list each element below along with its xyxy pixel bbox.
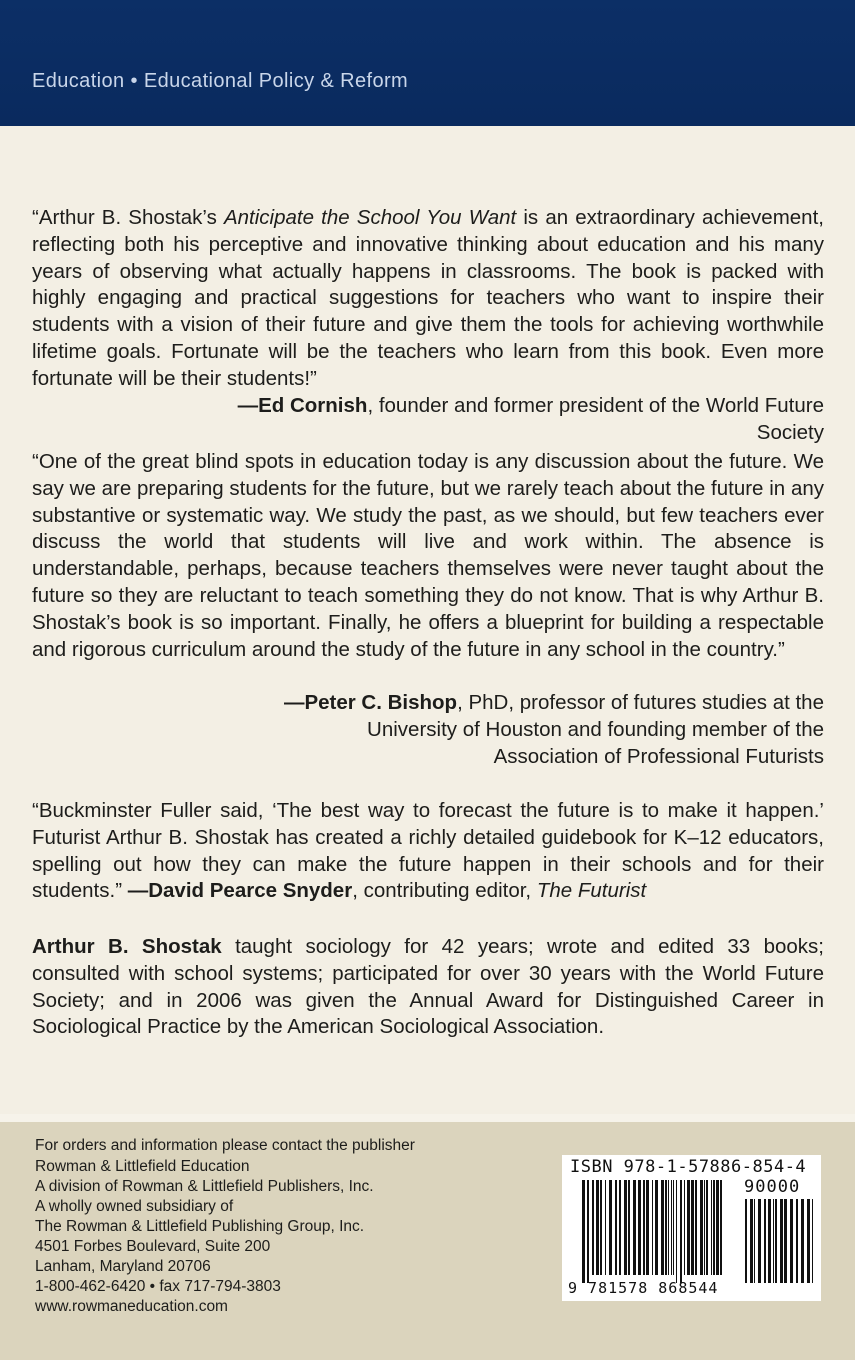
- barcode-bar: [706, 1180, 708, 1275]
- barcode-bar: [720, 1180, 722, 1275]
- quote-snyder: [32, 798, 824, 905]
- attribution-bishop: [264, 690, 824, 770]
- publisher-url: www.rowmaneducation.com: [35, 1298, 228, 1315]
- barcode-bar: [624, 1180, 627, 1275]
- barcode-bar: [764, 1199, 766, 1283]
- attribution-cornish: [224, 393, 824, 447]
- barcode-bar: [619, 1180, 621, 1275]
- quote-text: “Buckminster Fuller said, ‘The best way to forecast the future is to make it happen.’ Futurist Arthur B. Shostak has created a richly detailed guidebook for K–12 educators, spelling out how they can make the future happen in their schools and for their students.”: [32, 799, 824, 903]
- barcode-bar: [638, 1180, 641, 1275]
- barcode-bar: [633, 1180, 636, 1275]
- publisher-line: For orders and information please contact the publisher: [35, 1137, 415, 1154]
- addon-barcode: [745, 1199, 813, 1283]
- barcode-bar: [758, 1199, 761, 1283]
- price-code: 90000: [744, 1177, 801, 1197]
- barcode-bar: [587, 1180, 589, 1283]
- barcode-bar: [600, 1180, 602, 1275]
- bio-text: taught sociology for 42 years; wrote and edited 33 books; consulted with school systems; participated for over 30 years with the World Future Society; and in 2006 was given the Annual Award for Distinguished Career in Sociological Practice by the American Sociological Association.: [32, 935, 824, 1039]
- barcode-bar: [704, 1180, 705, 1275]
- barcode-bar: [695, 1180, 697, 1275]
- barcode-bar: [780, 1199, 783, 1283]
- publication-title: The Futurist: [536, 879, 647, 903]
- barcode-bar: [745, 1199, 747, 1283]
- publisher-line: 1-800-462-6420 • fax 717-794-3803: [35, 1278, 281, 1295]
- barcode-bar: [801, 1199, 804, 1283]
- main-barcode: [582, 1180, 722, 1283]
- barcode-bar: [687, 1180, 690, 1275]
- barcode-bar: [628, 1180, 630, 1275]
- barcode-bar: [671, 1180, 672, 1275]
- barcode-bar: [796, 1199, 798, 1283]
- isbn-barcode: [562, 1155, 821, 1301]
- barcode-bar: [592, 1180, 594, 1275]
- barcode-bar: [609, 1180, 612, 1275]
- attribution-name: —Ed Cornish: [237, 394, 368, 417]
- barcode-bar: [784, 1199, 787, 1283]
- barcode-bar: [615, 1180, 617, 1275]
- quote-bishop: [32, 449, 824, 663]
- publisher-line: 4501 Forbes Boulevard, Suite 200: [35, 1238, 271, 1255]
- category-label: Education • Educational Policy & Reform: [32, 70, 409, 92]
- attribution-role: , founder and former president of the World Future Society: [367, 394, 824, 444]
- barcode-digits: 9 781578 868544: [568, 1279, 719, 1297]
- barcode-bar: [680, 1180, 682, 1283]
- barcode-bar: [661, 1180, 664, 1275]
- barcode-bar: [596, 1180, 599, 1275]
- attribution-name: —David Pearce Snyder: [127, 879, 353, 903]
- quote-text: “One of the great blind spots in education today is any discussion about the future. We say we are preparing students for the future, but we rarely teach about the future in any substantive or systematic way. We study the past, as we should, but few teachers ever discuss the world that students will live and work within. The absence is understandable, perhaps, because teachers themselves were never taught about the future so they are reluctant to teach something they do not know. That is why Arthur B. Shostak’s book is so important. Finally, he offers a blueprint for building a respectable and rigorous curriculum around the study of the future in any school in the country.”: [32, 450, 824, 661]
- barcode-bar: [643, 1180, 645, 1275]
- author-name: Arthur B. Shostak: [32, 935, 222, 958]
- barcode-bar: [700, 1180, 703, 1275]
- barcode-bar: [655, 1180, 658, 1275]
- barcode-bar: [668, 1180, 669, 1275]
- barcode-bar: [711, 1180, 712, 1275]
- publisher-line: The Rowman & Littlefield Publishing Group, Inc.: [35, 1218, 365, 1235]
- barcode-bar: [676, 1180, 677, 1283]
- attribution-role: , contributing editor,: [352, 879, 537, 903]
- attribution-name: —Peter C. Bishop: [283, 691, 458, 714]
- isbn-label: ISBN 978-1-57886-854-4: [570, 1157, 807, 1177]
- barcode-bar: [716, 1180, 719, 1275]
- header-band: [0, 0, 855, 126]
- barcode-bar: [691, 1180, 694, 1275]
- publisher-line: A division of Rowman & Littlefield Publishers, Inc.: [35, 1178, 374, 1195]
- barcode-bar: [775, 1199, 777, 1283]
- quote-cornish: [32, 205, 824, 393]
- barcode-bar: [750, 1199, 753, 1283]
- barcode-bar: [646, 1180, 649, 1275]
- book-title: Anticipate the School You Want: [223, 206, 517, 229]
- barcode-bar: [807, 1199, 810, 1283]
- author-bio: [32, 934, 824, 1041]
- divider-band: [0, 1114, 855, 1122]
- barcode-bar: [684, 1180, 685, 1275]
- publisher-line: Rowman & Littlefield Education: [35, 1158, 250, 1175]
- barcode-bar: [652, 1180, 653, 1275]
- publisher-line: Lanham, Maryland 20706: [35, 1258, 211, 1275]
- barcode-bar: [665, 1180, 667, 1275]
- barcode-bar: [768, 1199, 771, 1283]
- barcode-bar: [812, 1199, 813, 1283]
- barcode-bar: [773, 1199, 774, 1283]
- attribution-role: , PhD, professor of futures studies at the University of Houston and founding member of the Association of Professional Futurists: [367, 691, 824, 768]
- barcode-bar: [605, 1180, 606, 1275]
- barcode-bar: [673, 1180, 674, 1275]
- publisher-line: A wholly owned subsidiary of: [35, 1198, 234, 1215]
- quote-text: is an extraordinary achievement, reflecting both his perceptive and innovative thinking about education and his many years of observing what actually happens in classrooms. The book is packed with highly engaging and practical suggestions for teachers who want to inspire their students with a vision of their future and give them the tools for achieving worthwhile lifetime goals. Fortunate will be the teachers who learn from this book. Even more fortunate will be their students!”: [32, 206, 824, 390]
- barcode-bar: [790, 1199, 793, 1283]
- quote-text: “Arthur B. Shostak’s: [32, 206, 224, 229]
- barcode-bar: [582, 1180, 585, 1283]
- barcode-bar: [713, 1180, 715, 1275]
- barcode-bar: [754, 1199, 755, 1283]
